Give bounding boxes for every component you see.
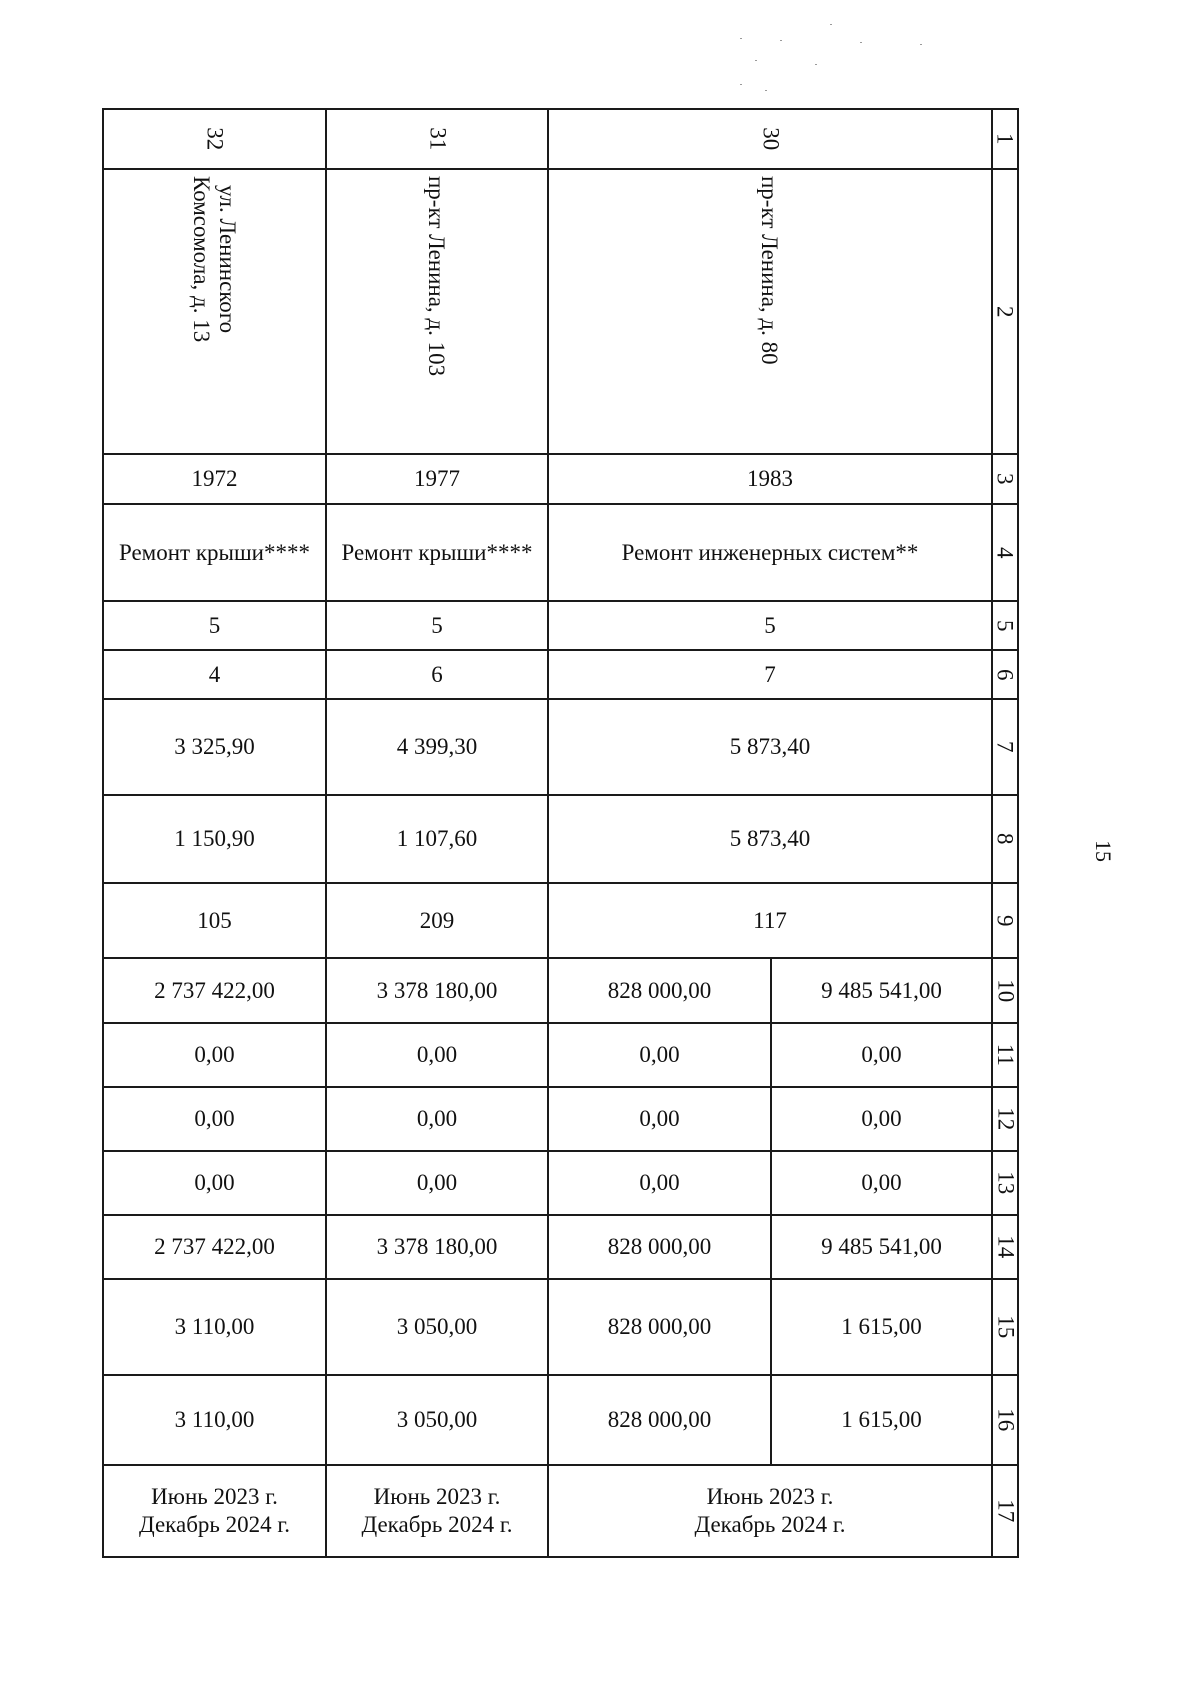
column-number: 16 [992,1375,1018,1465]
table-row [103,699,1018,795]
address-cell [326,169,548,454]
value-cell: 0,00 [103,1151,326,1215]
value-cell: 3 378 180,00 [326,958,548,1023]
table-row [103,169,1018,454]
value-cell: 5 873,40 [548,795,992,883]
table-row [103,1151,1018,1215]
table-row [103,454,1018,504]
value-cell: 1 615,00 [771,1279,992,1375]
column-number: 3 [992,454,1018,504]
house-number-cell: 30 [548,109,992,169]
value-cell: 6 [326,650,548,699]
value-cell: 828 000,00 [548,958,771,1023]
value-cell: 4 [103,650,326,699]
value-cell: 0,00 [326,1023,548,1087]
address-text: пр-кт Ленина, д. 80 [757,176,782,365]
value-cell: 0,00 [326,1151,548,1215]
period-cell: Июнь 2023 г. Декабрь 2024 г. [548,1465,992,1557]
value-cell: 7 [548,650,992,699]
address-cell [103,169,326,454]
year-cell: 1977 [326,454,548,504]
value-cell: 3 050,00 [326,1375,548,1465]
value-cell: 3 050,00 [326,1279,548,1375]
column-number: 7 [992,699,1018,795]
value-cell: 2 737 422,00 [103,958,326,1023]
value-cell: 0,00 [771,1151,992,1215]
value-cell: 0,00 [548,1151,771,1215]
value-cell: 0,00 [771,1023,992,1087]
work-type-cell: Ремонт инженерных систем** [548,504,992,601]
value-cell: 0,00 [326,1087,548,1151]
value-cell: 3 378 180,00 [326,1215,548,1279]
page-number: 15 [1091,840,1116,862]
value-cell: 3 325,90 [103,699,326,795]
value-cell: 0,00 [103,1087,326,1151]
period-cell: Июнь 2023 г. Декабрь 2024 г. [326,1465,548,1557]
table-row [103,795,1018,883]
period-cell: Июнь 2023 г. Декабрь 2024 г. [103,1465,326,1557]
value-cell: 105 [103,883,326,958]
column-number: 4 [992,504,1018,601]
table-row [103,650,1018,699]
column-number: 1 [992,109,1018,169]
value-cell: 5 [326,601,548,650]
address-text: пр-кт Ленина, д. 103 [424,176,449,377]
value-cell: 209 [326,883,548,958]
table-row [103,109,1018,169]
value-cell: 5 [103,601,326,650]
table-row [103,883,1018,958]
table-row [103,1465,1018,1557]
value-cell: 5 873,40 [548,699,992,795]
value-cell: 0,00 [548,1087,771,1151]
value-cell: 4 399,30 [326,699,548,795]
table-row [103,601,1018,650]
table-row [103,1023,1018,1087]
value-cell: 3 110,00 [103,1375,326,1465]
column-number: 9 [992,883,1018,958]
column-number: 11 [992,1023,1018,1087]
year-cell: 1972 [103,454,326,504]
value-cell: 0,00 [771,1087,992,1151]
scan-noise [720,20,950,100]
value-cell: 5 [548,601,992,650]
value-cell: 828 000,00 [548,1375,771,1465]
column-number: 13 [992,1151,1018,1215]
column-number: 2 [992,169,1018,454]
value-cell: 828 000,00 [548,1215,771,1279]
table-row [103,1087,1018,1151]
value-cell: 1 615,00 [771,1375,992,1465]
address-text: ул. Ленинского Комсомола, д. 13 [188,176,240,343]
column-number: 12 [992,1087,1018,1151]
column-number: 14 [992,1215,1018,1279]
column-number: 15 [992,1279,1018,1375]
house-number-cell: 32 [103,109,326,169]
column-number: 8 [992,795,1018,883]
table-row [103,1279,1018,1375]
value-cell: 1 150,90 [103,795,326,883]
column-number: 5 [992,601,1018,650]
value-cell: 0,00 [103,1023,326,1087]
house-number-cell: 31 [326,109,548,169]
column-number: 17 [992,1465,1018,1557]
work-type-cell: Ремонт крыши**** [326,504,548,601]
table-row [103,958,1018,1023]
table-row [103,1375,1018,1465]
value-cell: 1 107,60 [326,795,548,883]
work-type-cell: Ремонт крыши**** [103,504,326,601]
value-cell: 3 110,00 [103,1279,326,1375]
value-cell: 828 000,00 [548,1279,771,1375]
column-number: 10 [992,958,1018,1023]
table-row [103,504,1018,601]
year-cell: 1983 [548,454,992,504]
value-cell: 9 485 541,00 [771,958,992,1023]
repair-schedule-table [102,108,1019,1558]
column-number: 6 [992,650,1018,699]
value-cell: 9 485 541,00 [771,1215,992,1279]
address-cell [548,169,992,454]
table-row [103,1215,1018,1279]
value-cell: 0,00 [548,1023,771,1087]
value-cell: 2 737 422,00 [103,1215,326,1279]
value-cell: 117 [548,883,992,958]
